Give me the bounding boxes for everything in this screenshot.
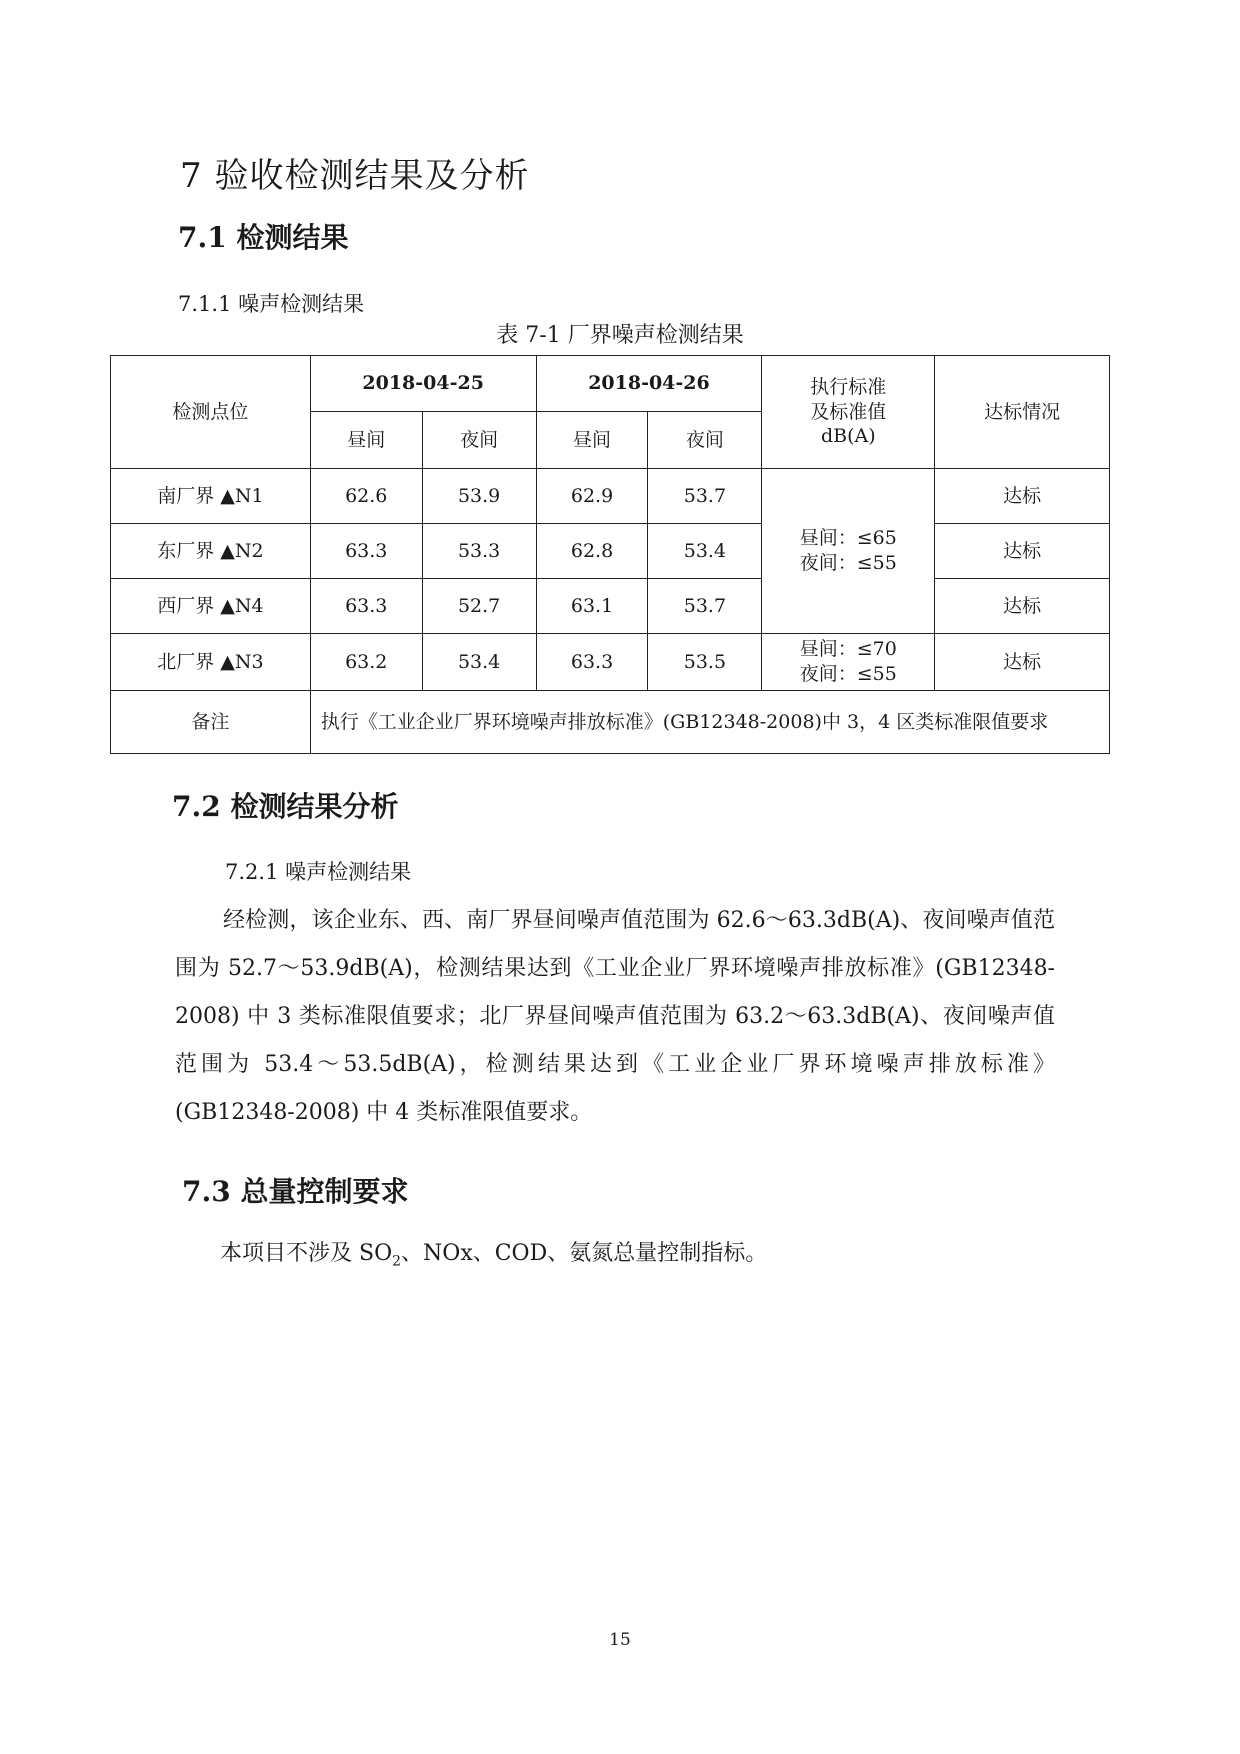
total-control-paragraph bbox=[220, 1236, 767, 1269]
section-title: 7 验收检测结果及分析 bbox=[180, 156, 530, 196]
cell-status: 达标 bbox=[935, 634, 1110, 691]
note-row bbox=[111, 691, 1110, 754]
so2-subscript: 2 bbox=[392, 1253, 402, 1270]
header-standard bbox=[762, 356, 935, 469]
cell-status: 达标 bbox=[935, 524, 1110, 579]
cell-point: 东厂界 ▲N2 bbox=[111, 524, 311, 579]
cell-value: 53.5 bbox=[648, 634, 762, 691]
cell-value: 63.2 bbox=[310, 634, 422, 691]
header-date-1: 2018-04-25 bbox=[310, 356, 536, 412]
heading-7-3: 7.3 总量控制要求 bbox=[182, 1175, 409, 1208]
page-number: 15 bbox=[609, 1630, 631, 1650]
cell-status: 达标 bbox=[935, 579, 1110, 634]
standard-group-2: 昼间：≤70 夜间：≤55 bbox=[799, 638, 897, 685]
heading-7-1-1: 7.1.1 噪声检测结果 bbox=[178, 292, 365, 316]
cell-value: 53.7 bbox=[648, 469, 762, 524]
cell-value: 53.3 bbox=[422, 524, 536, 579]
cell-point: 南厂界 ▲N1 bbox=[111, 469, 311, 524]
table-caption: 表 7-1 厂界噪声检测结果 bbox=[496, 323, 744, 348]
table-row bbox=[111, 634, 1110, 691]
cell-standard bbox=[762, 634, 935, 691]
header-point: 检测点位 bbox=[111, 356, 311, 469]
cell-value: 52.7 bbox=[422, 579, 536, 634]
table-row bbox=[111, 469, 1110, 524]
header-date-2: 2018-04-26 bbox=[536, 356, 762, 412]
heading-7-1: 7.1 检测结果 bbox=[178, 221, 349, 254]
table-row bbox=[111, 524, 1110, 579]
cell-value: 63.3 bbox=[310, 524, 422, 579]
cell-status: 达标 bbox=[935, 469, 1110, 524]
noise-results-table bbox=[110, 355, 1110, 754]
header-day-2: 昼间 bbox=[536, 412, 648, 469]
total-control-text-pre: 本项目不涉及 SO bbox=[220, 1241, 393, 1266]
cell-point: 西厂界 ▲N4 bbox=[111, 579, 311, 634]
cell-value: 63.3 bbox=[536, 634, 648, 691]
header-standard-text: 执行标准 及标准值 dB(A) bbox=[810, 375, 887, 448]
cell-standard bbox=[762, 469, 935, 634]
header-night-2: 夜间 bbox=[648, 412, 762, 469]
cell-value: 62.8 bbox=[536, 524, 648, 579]
cell-value: 53.4 bbox=[422, 634, 536, 691]
header-status: 达标情况 bbox=[935, 356, 1110, 469]
header-day-1: 昼间 bbox=[310, 412, 422, 469]
analysis-paragraph: 经检测，该企业东、西、南厂界昼间噪声值范围为 62.6～63.3dB(A)、夜间噪声值范围为 52.7～53.9dB(A)，检测结果达到《工业企业厂界环境噪声排放标准》(GB12348-2008) 中 3 类标准限值要求；北厂界昼间噪声值范围为 63.2～63.3dB(A)、夜间噪声值范围为 53.4～53.5dB(A)，检测结果达到《工业企业厂界环境噪声排放标准》(GB12348-2008) 中 4 类标准限值要求。 bbox=[175, 908, 1055, 1125]
cell-value: 53.4 bbox=[648, 524, 762, 579]
header-night-1: 夜间 bbox=[422, 412, 536, 469]
cell-value: 53.7 bbox=[648, 579, 762, 634]
cell-value: 63.3 bbox=[310, 579, 422, 634]
cell-value: 62.6 bbox=[310, 469, 422, 524]
note-label: 备注 bbox=[111, 691, 311, 754]
note-text: 执行《工业企业厂界环境噪声排放标准》(GB12348-2008)中 3，4 区类标准限值要求 bbox=[310, 691, 1109, 754]
heading-7-2-1: 7.2.1 噪声检测结果 bbox=[225, 860, 412, 884]
cell-value: 53.9 bbox=[422, 469, 536, 524]
total-control-text-post: 、NOx、COD、氨氮总量控制指标。 bbox=[401, 1241, 768, 1266]
standard-group-1: 昼间：≤65 夜间：≤55 bbox=[799, 527, 897, 574]
cell-value: 63.1 bbox=[536, 579, 648, 634]
heading-7-2: 7.2 检测结果分析 bbox=[172, 790, 399, 823]
cell-point: 北厂界 ▲N3 bbox=[111, 634, 311, 691]
cell-value: 62.9 bbox=[536, 469, 648, 524]
table-row bbox=[111, 579, 1110, 634]
